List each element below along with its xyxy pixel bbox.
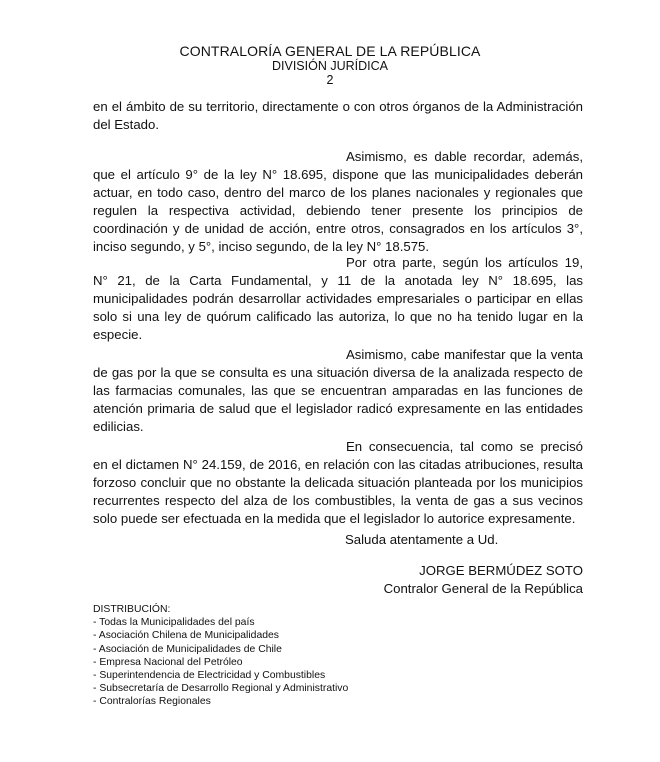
organization-name: CONTRALORÍA GENERAL DE LA REPÚBLICA xyxy=(179,43,481,59)
list-item: - Asociación de Municipalidades de Chile xyxy=(93,643,282,655)
distribution-list xyxy=(93,603,348,709)
list-item: - Asociación Chilena de Municipalidades xyxy=(93,630,279,642)
page-number: 2 xyxy=(326,73,334,87)
division-name: DIVISIÓN JURÍDICA xyxy=(272,59,388,73)
distribution-items xyxy=(93,616,348,708)
signature-block xyxy=(384,562,583,598)
paragraph-1: en el ámbito de su territorio, directamente o con otros órganos de la Administración del Estado. xyxy=(93,99,583,132)
paragraph-3: Por otra parte, según los artículos 19, N° 21, de la Carta Fundamental, y 11 de la anotada ley N° 18.695, las municipalidades podrán desarrollar actividades empresariales o participar en ellas solo si una ley de quórum calificado las autoriza, lo que no ha tenido lugar en la especie. xyxy=(93,255,583,342)
paragraph-5: En consecuencia, tal como se precisó en el dictamen N° 24.159, de 2016, en relación con las citadas atribuciones, resulta forzoso concluir que no obstante la delicada situación planteada por los municipios recurrentes respecto del alza de los combustibles, la venta de gas a sus vecinos solo puede ser efectuada en la medida que el legislador lo autorice expresamente. xyxy=(93,439,583,526)
signer-title: Contralor General de la República xyxy=(383,581,583,596)
list-item: - Subsecretaría de Desarrollo Regional y Administrativo xyxy=(93,683,349,695)
paragraph-2: Asimismo, es dable recordar, además, que el artículo 9° de la ley N° 18.695, dispone que las municipalidades deberán actuar, en todo caso, dentro del marco de los planes nacionales y regionales que regulen la respectiva actividad, debiendo tener presente los principios de coordinación y de unidad de acción, entre otros, consagrados en los artículos 3°, inciso segundo, y 5°, inciso segundo, de la ley N° 18.575. xyxy=(93,149,583,254)
signer-name: JORGE BERMÚDEZ SOTO xyxy=(419,563,583,578)
distribution-heading: DISTRIBUCIÓN: xyxy=(93,604,171,615)
list-item: - Empresa Nacional del Petróleo xyxy=(93,656,243,668)
list-item: - Contralorías Regionales xyxy=(93,696,211,708)
paragraph-4: Asimismo, cabe manifestar que la venta de gas por la que se consulta es una situación diversa de la analizada respecto de las farmacias comunales, las que se encuentran amparadas en las funciones de atención primaria de salud que el legislador radicó expresamente en las entidades edilicias. xyxy=(93,347,583,434)
letterhead xyxy=(0,43,660,87)
list-item: - Todas la Municipalidades del país xyxy=(93,617,255,629)
list-item: - Superintendencia de Electricidad y Combustibles xyxy=(93,670,326,682)
closing-salutation: Saluda atentamente a Ud. xyxy=(345,532,499,547)
